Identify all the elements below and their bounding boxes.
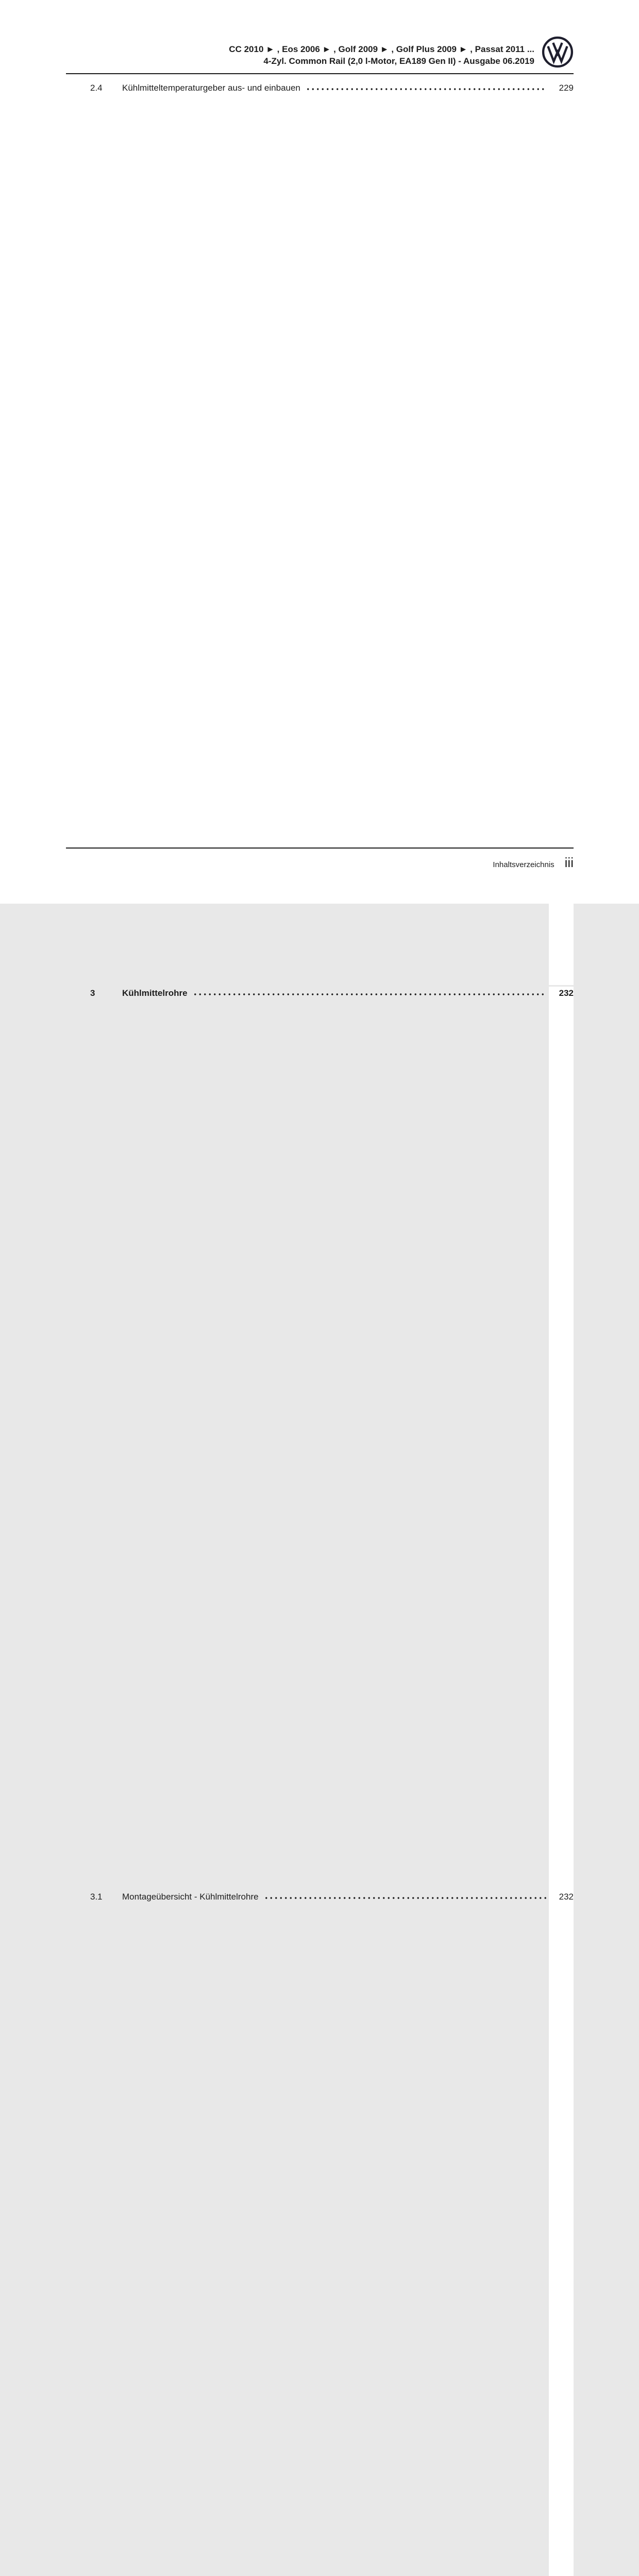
toc-entry-title: Kühlmittelrohre [122,988,188,998]
toc-entry-page: 229 [549,81,574,985]
header-text [66,43,542,68]
vw-logo-icon [542,36,574,68]
toc-entry-number: 2.4 [90,83,103,93]
header-engine-line: 4-Zyl. Common Rail (2,0 l-Motor, EA189 Gen II) - Ausgabe 06.2019 [263,56,534,66]
toc-entry-number: 3.1 [90,1892,103,1902]
dot-leader [192,987,546,1001]
toc-entry [66,1890,574,2576]
toc-entry-page: 232 [549,1890,574,2576]
toc-entry-title: Montageübersicht - Kühlmittelrohre [122,1892,259,1902]
toc-list [66,74,574,2576]
header-models-line: CC 2010 ► , Eos 2006 ► , Golf 2009 ► , Golf Plus 2009 ► , Passat 2011 ... [229,44,534,54]
page-footer [66,848,574,871]
toc-entry-title: Kühlmitteltemperaturgeber aus- und einbauen [122,83,300,93]
toc-entry [66,987,574,1890]
toc-entry-number: 3 [90,988,95,998]
page-header [66,0,574,74]
footer-page-number: iii [564,855,574,870]
dot-leader [305,81,546,95]
toc-entry-page: 232 [549,987,574,1890]
dot-leader [263,1890,546,1904]
footer-label: Inhaltsverzeichnis [493,860,554,869]
